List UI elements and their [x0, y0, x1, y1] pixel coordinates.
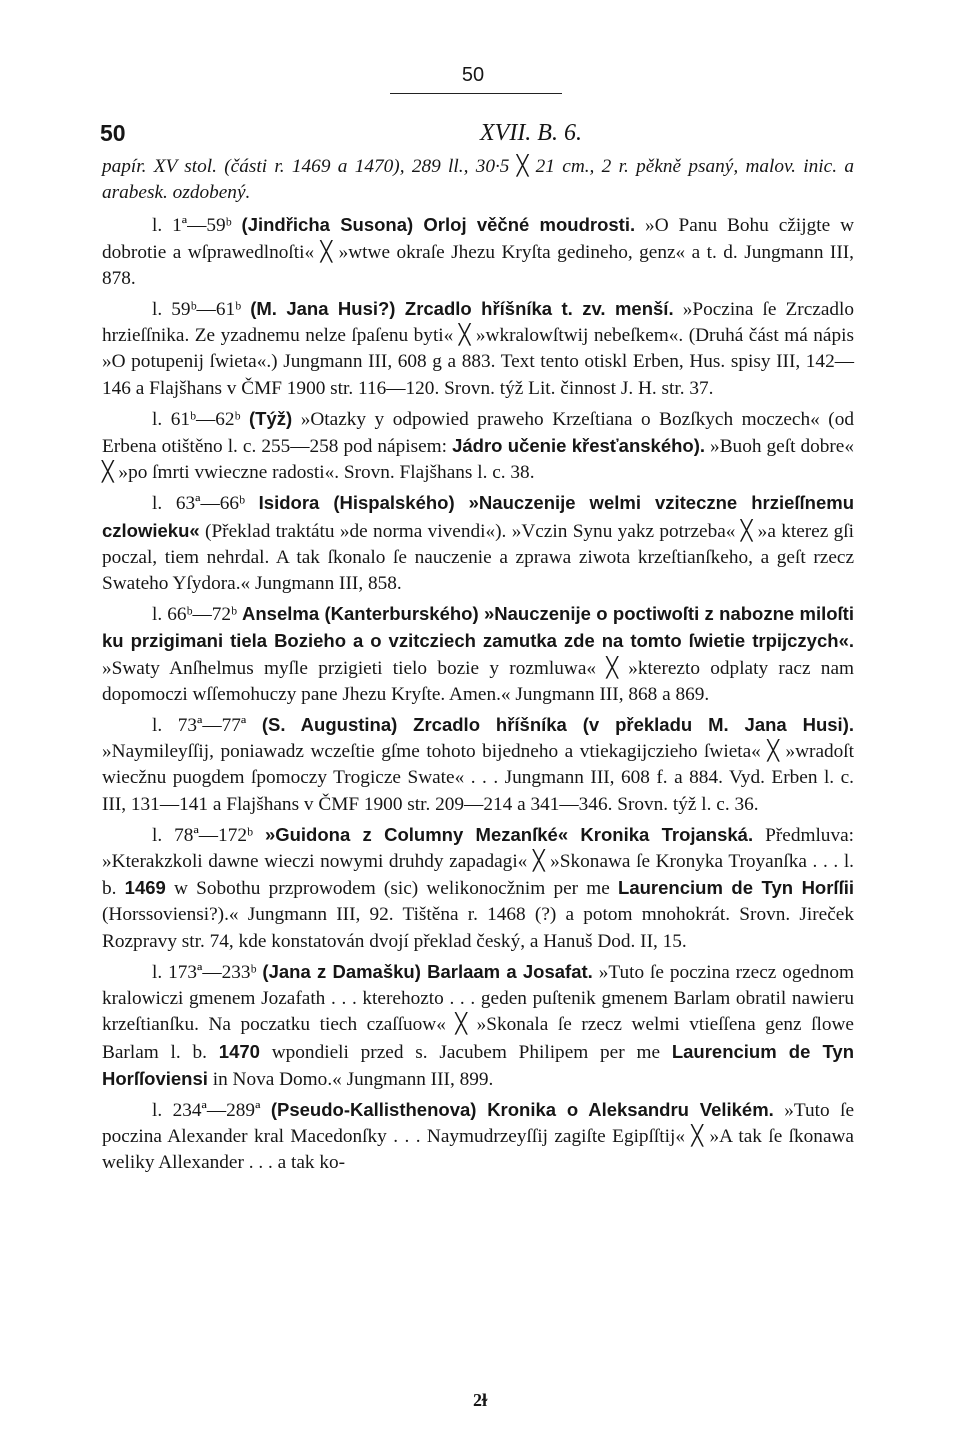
item-8 — [102, 959, 854, 1093]
item-text-tertiary: in Nova Domo.« Jungmann III, 899. — [207, 1068, 494, 1090]
item-3 — [102, 406, 854, 487]
item-6 — [102, 712, 854, 818]
catalog-entry — [102, 154, 854, 1181]
folio-range: l. 234ª—289ª — [152, 1099, 271, 1121]
running-head — [100, 120, 860, 150]
item-4 — [102, 490, 854, 597]
item-text-secondary: w Sobothu przprowodem (sic) welikonocžnim per me — [165, 878, 619, 900]
item-5 — [102, 601, 854, 708]
item-text: »Naymileyſſij, poniawadz wczeſtie gſme tohoto bijedneho a vtiekagijczieho ſwieta« ╳ »wradoſt wiecžnu puogdem ſpomoczy Trogicze Swate« . . . Jungmann III, 608 f. a 884. Vyd. Erben l. c. III, 131—141 a Flajšhans v ČMF 1900 str. 209—214 a 341—346. Srovn. týž l. c. 36. — [102, 741, 854, 815]
item-text: »Poczina ſe Zrczadlo hrzieſſnika. Ze yzadnemu nelze ſpaſenu byti« ╳ »wkralowſtwij nebeſkem«. (Druhá část má nápis »O potupenij ſwieta«.) Jungmann III, 608 g a 883. Text tento otiskl Erben, Hus. spisy III, 142—146 a Flajšhans v ČMF 1900 str. 116—120. Srovn. týž Lit. činnost J. H. str. 37. — [102, 299, 855, 399]
folio-range: l. 61ᵇ—62ᵇ — [152, 408, 250, 430]
manuscript-description: papír. XV stol. (části r. 1469 a 1470), 289 ll., 30·5 ╳ 21 cm., 2 r. pěkně psaný, malov. inic. a arabesk. ozdobený. — [102, 156, 854, 204]
item-heading: (M. Jana Husi?) Zrcadlo hříšníka t. zv. menší. — [250, 298, 674, 320]
item-text-secondary: »Buoh geſt dobre« ╳ »po ſmrti vwieczne radosti«. Srovn. Flajšhans l. c. 38. — [102, 436, 854, 484]
folio-range: l. 78ª—172ᵇ — [152, 824, 265, 846]
shelfmark-signature: XVII. B. 6. — [480, 120, 582, 146]
item-heading: »Guidona z Columny Mezanſké« Kronika Trojanská. — [264, 823, 754, 845]
item-2 — [102, 296, 854, 402]
item-heading-secondary: Jádro učenie křesťanského). — [452, 435, 706, 457]
item-heading: (S. Augustina) Zrcadlo hříšníka (v překladu M. Jana Husi). — [261, 714, 854, 736]
item-text: »Tuto ſe poczina rzecz ogednom kralowiczi gmenem Jozafath . . . kterehozto . . . geden puſtenik gmenem Barlam obratil nawieru krzeſtianſku. Na poczatku tiech czaſſuow« ╳ »Skonala ſe rzecz welmi vtieſſena genz ſlowe Barlam l. b. — [102, 961, 854, 1063]
item-text: »Otazky y odpowied praweho Krzeſtiana o Bozſkych moczech« (od Erbena otištěno l. c. 255—258 pod nápisem: — [102, 408, 854, 458]
item-year: 1469 — [124, 877, 166, 899]
item-text: Předmluva: »Kterakzkoli dawne wieczi nowymi druhdy zapadagi« ╳ »Skonawa ſe Kronyka Troyanſka . . . l. b. — [102, 824, 855, 900]
page-number-top: 50 — [461, 64, 485, 86]
top-rule — [390, 93, 562, 94]
item-heading: (Pseudo-Kallisthenova) Kronika o Aleksandru Velikém. — [270, 1098, 774, 1120]
folio-range: l. 1ª—59ᵇ — [152, 215, 242, 237]
item-text-tertiary: (Horssoviensi?).« Jungmann III, 92. Tištěna r. 1468 (?) a potom mnohokrát. Srovn. Jireček Rozpravy str. 74, kde konstatován dvojí překlad český, a Hanuš Dod. II, 15. — [102, 904, 854, 952]
item-text: (Překlad traktátu »de norma vivendi«). »Vczin Synu yakz potrzeba« ╳ »a kterez gſi poczal, tiem nehrdal. A tak ſkonalo ſe nauczenie a zprawa ziwota krzeſtianſkeho, a geſt rzecz Swateho Yſydora.« Jungmann III, 858. — [102, 520, 854, 595]
item-7 — [102, 822, 854, 955]
item-heading: (Týž) — [249, 407, 293, 429]
item-text: »Tuto ſe poczina Alexander kral Macedonſky . . . Naymudrzeyſſij zagiſte Egipſſtij« ╳ »A tak ſe ſkonawa weliky Allexander . . . a tak ko- — [102, 1099, 855, 1174]
item-text-secondary: wpondieli przed s. Jacubem Philipem per me — [259, 1041, 672, 1063]
scribe-name: Laurencium de Tyn Horſſoviensi — [102, 1040, 855, 1089]
item-heading: (Jana z Damašku) Barlaam a Josafat. — [262, 960, 593, 982]
folio-range: l. 73ª—77ª — [152, 715, 262, 737]
item-text: »O Panu Bohu cžijgte w dobrotie a wſprawedlnoſti« ╳ »wtwe okraſe Jhezu Kryſta gedineho, genz« a t. d. Jungmann III, 878. — [102, 215, 854, 289]
folio-range: l. 173ª—233ᵇ — [152, 961, 263, 983]
folio-range: l. 59ᵇ—61ᵇ — [152, 299, 251, 321]
item-year: 1470 — [218, 1040, 260, 1062]
printer-signature: 2ɫ — [472, 1390, 487, 1410]
scribe-name: Laurencium de Tyn Horſſii — [618, 877, 854, 899]
item-text: »Swaty Anſhelmus myſle przigieti tielo bozie y rozmluwa« ╳ »kterezto odplaty racz nam dopomoczi wſſemohuczy pane Jhezu Kryſte. Amen.« Jungmann III, 868 a 869. — [102, 657, 854, 705]
item-heading: Anselma (Kanterburského) »Nauczenije o poctiwoſti z nabozne miloſti ku przigimani tiela Bozieho a o vzitcziech zamutka zde na tomto ſwietie trpijczych«. — [102, 603, 854, 652]
item-1 — [102, 212, 854, 292]
item-heading: Isidora (Hispalského) »Nauczenije welmi vziteczne hrzieſſnemu czlowieku« — [102, 492, 855, 541]
folio-range: l. 66ᵇ—72ᵇ — [152, 604, 242, 626]
entry-number: 50 — [100, 120, 126, 146]
item-9 — [102, 1097, 854, 1177]
folio-range: l. 63ª—66ᵇ — [152, 493, 259, 515]
item-heading: (Jindřicha Susona) Orloj věčné moudrosti. — [241, 214, 636, 236]
